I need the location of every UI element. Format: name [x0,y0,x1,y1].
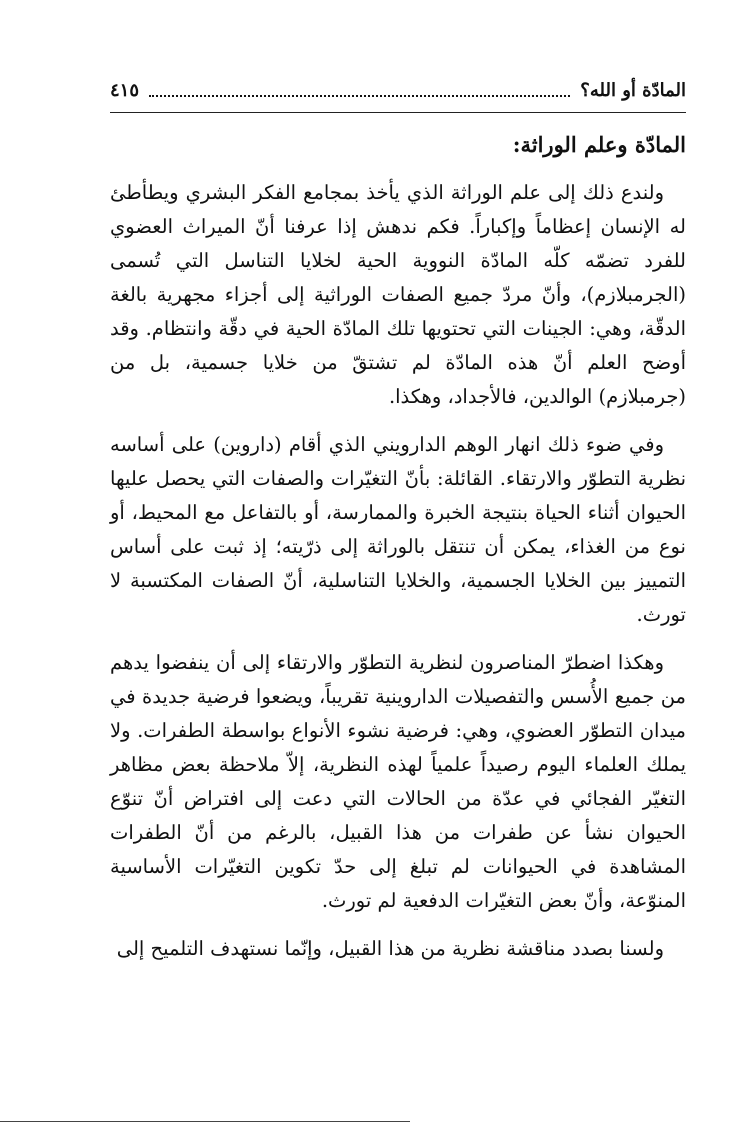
paragraph-3: وهكذا اضطرّ المناصرون لنظرية التطوّر والارتقاء إلى أن ينفضوا يدهم من جميع الأُسس والتفصيلات الداروينية تقريباً، ويضعوا فرضية جديدة في ميدان التطوّر العضوي، وهي: فرضية نشوء الأنواع بواسطة الطفرات. ولا يملك العلماء اليوم رصيداً علمياً لهذه النظرية، إلاّ ملاحظة بعض مظاهر التغيّر الفجائي في عدّة من الحالات التي دعت إلى افتراض أنّ تنوّع الحيوان نشأ عن طفرات من هذا القبيل، بالرغم من أنّ الطفرات المشاهدة في الحيوانات لم تبلغ إلى حدّ تكوين التغيّرات الأساسية المنوّعة، وأنّ بعض التغيّرات الدفعية لم تورث. [110,651,686,912]
section-heading: المادّة وعلم الوراثة: [512,132,686,157]
running-header-title: المادّة أو الله؟ [580,79,686,101]
paragraph-1: ولندع ذلك إلى علم الوراثة الذي يأخذ بمجامع الفكر البشري ويطأطئ له الإنسان إعظاماً وإكباراً. فكم ندهش إذا عرفنا أنّ الميراث العضوي للفرد تضمّه كلّه المادّة النووية الحية لخلايا التناسل التي تُسمى (الجرمبلازم)، وأنّ مردّ جميع الصفات الوراثية إلى أجزاء مجهرية بالغة الدقّة، وهي: الجينات التي تحتويها تلك المادّة الحية في دقّة وانتظام. وقد أوضح العلم أنّ هذه المادّة لم تشتقّ من خلايا جسمية، بل من (جرمبلازم) الوالدين، فالأجداد، وهكذا. [110,181,686,408]
page-body [110,118,686,980]
footnote-rule [0,1121,410,1122]
header-dot-leader [149,95,570,97]
header-rule [110,112,686,113]
paragraph-2: وفي ضوء ذلك انهار الوهم الدارويني الذي أقام (داروين) على أساسه نظرية التطوّر والارتقاء. القائلة: بأنّ التغيّرات والصفات التي يحصل عليها الحيوان أثناء الحياة بنتيجة الخبرة والممارسة، أو بالتفاعل مع المحيط، أو نوع من الغذاء، يمكن أن تنتقل بالوراثة إلى ذرّيته؛ إذ ثبت على أساس التمييز بين الخلايا الجسمية، والخلايا التناسلية، أنّ الصفات المكتسبة لا تورث. [110,433,686,626]
page-number: ٤١٥ [110,79,140,101]
running-header [110,72,686,108]
paragraph-4: ولسنا بصدد مناقشة نظرية من هذا القبيل، وإنّما نستهدف التلميح إلى [116,937,664,960]
